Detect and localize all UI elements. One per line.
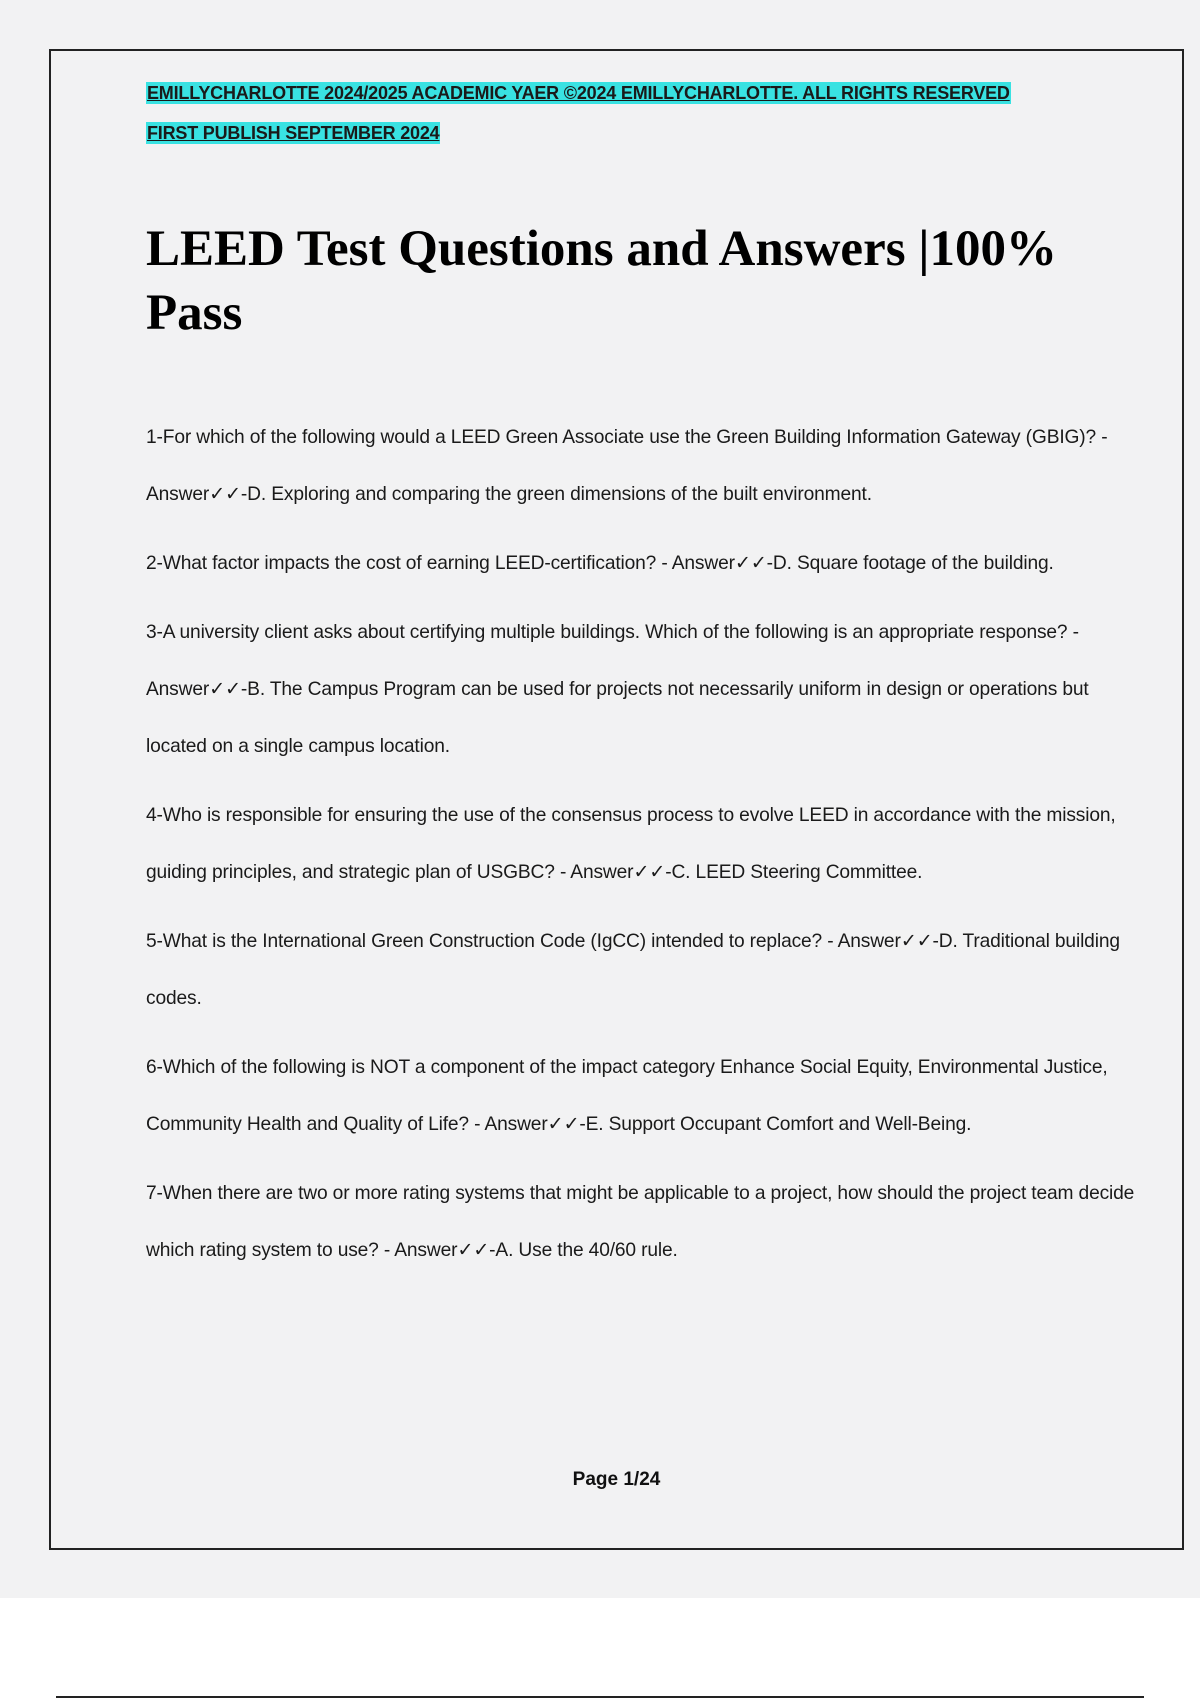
header-line-2: FIRST PUBLISH SEPTEMBER 2024 bbox=[147, 123, 440, 143]
question-item: 6-Which of the following is NOT a component of the impact category Enhance Social Equity, Environmental Justice, Community Health and Quality of Life? - Answer✓✓-E. Support Occupant Comfort and Well-Being. bbox=[146, 1057, 1108, 1135]
document-page bbox=[49, 49, 1184, 1550]
question-item: 3-A university client asks about certifying multiple buildings. Which of the following is an appropriate response? - Answer✓✓-B. The Campus Program can be used for projects not necessarily uniform in design or operations but located on a single campus location. bbox=[146, 622, 1089, 757]
header-line-1: EMILLYCHARLOTTE 2024/2025 ACADEMIC YAER ©2024 EMILLYCHARLOTTE. ALL RIGHTS RESERVED bbox=[147, 83, 1010, 103]
question-item: 2-What factor impacts the cost of earning LEED-certification? - Answer✓✓-D. Square footage of the building. bbox=[146, 553, 1054, 574]
document-title: LEED Test Questions and Answers |100% Pass bbox=[146, 221, 1058, 341]
page-number: Page 1/24 bbox=[572, 1469, 661, 1490]
next-page-area bbox=[0, 1598, 1200, 1700]
question-item: 1-For which of the following would a LEED Green Associate use the Green Building Information Gateway (GBIG)? - Answer✓✓-D. Exploring and comparing the green dimensions of the built environment. bbox=[146, 427, 1108, 505]
question-item: 7-When there are two or more rating systems that might be applicable to a project, how should the project team decide which rating system to use? - Answer✓✓-A. Use the 40/60 rule. bbox=[146, 1183, 1135, 1261]
next-page-divider bbox=[56, 1696, 1144, 1698]
question-item: 5-What is the International Green Construction Code (IgCC) intended to replace? - Answer✓✓-D. Traditional building codes. bbox=[146, 931, 1120, 1009]
question-list bbox=[146, 409, 1141, 1291]
copyright-header bbox=[146, 73, 1011, 153]
question-item: 4-Who is responsible for ensuring the use of the consensus process to evolve LEED in accordance with the mission, guiding principles, and strategic plan of USGBC? - Answer✓✓-C. LEED Steering Committee. bbox=[146, 805, 1116, 883]
